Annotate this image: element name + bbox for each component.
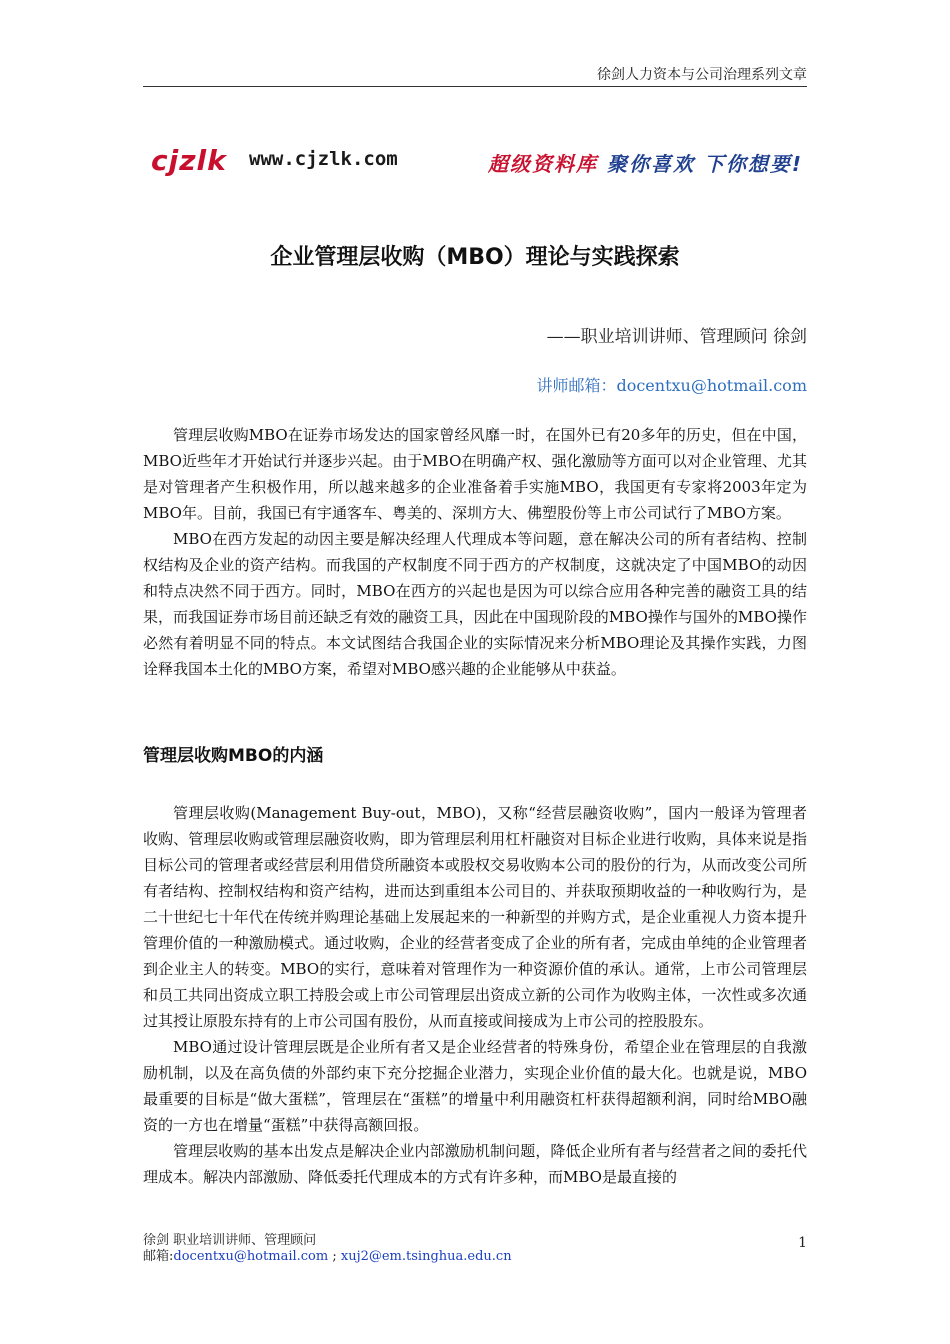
header-divider bbox=[143, 86, 807, 87]
banner-logo: cjzlk bbox=[151, 144, 227, 177]
site-banner[interactable] bbox=[143, 142, 807, 178]
page-footer bbox=[143, 1233, 512, 1265]
series-title: 徐剑人力资本与公司治理系列文章 bbox=[597, 67, 807, 83]
footer-author: 徐剑 职业培训讲师、管理顾问 bbox=[143, 1233, 317, 1248]
banner-slogan-part2: 聚你喜欢 下你想要! bbox=[606, 152, 804, 176]
page-number: 1 bbox=[798, 1235, 807, 1251]
section-paragraph-3: 管理层收购的基本出发点是解决企业内部激励机制问题，降低企业所有者与经营者之间的委托代理成本。解决内部激励、降低委托代理成本的方式有许多种，而MBO是最直接的 bbox=[143, 1142, 807, 1186]
mbo-definition-section bbox=[143, 800, 807, 1190]
banner-slogan-part1: 超级资料库 bbox=[488, 152, 598, 176]
intro-section bbox=[143, 422, 807, 682]
section-paragraph-1: 管理层收购(Management Buy-out，MBO)，又称“经营层融资收购”，国内一般译为管理者收购、管理层收购或管理层融资收购，即为管理层利用杠杆融资对目标企业进行收购，具体来说是指目标公司的管理者或经营层利用借贷所融资本或股权交易收购本公司的股份的行为，从而改变公司所有者结构、控制权结构和资产结构，进而达到重组本公司目的、并获取预期收益的一种收购行为，是二十世纪七十年代在传统并购理论基础上发展起来的一种新型的并购方式，是企业重视人力资本提升管理价值的一种激励模式。通过收购，企业的经营者变成了企业的所有者，完成由单纯的企业管理者到企业主人的转变。MBO的实行，意味着对管理作为一种资源价值的承认。通常，上市公司管理层和员工共同出资成立职工持股会或上市公司管理层出资成立新的公司作为收购主体，一次性或多次通过其授让原股东持有的上市公司国有股份，从而直接或间接成为上市公司的控股股东。 bbox=[143, 804, 807, 1030]
footer-email-2[interactable]: xuj2@em.tsinghua.edu.cn bbox=[340, 1249, 512, 1264]
section-paragraph-2: MBO通过设计管理层既是企业所有者又是企业经营者的特殊身份，希望企业在管理层的自我激励机制，以及在高负债的外部约束下充分挖掘企业潜力，实现企业价值的最大化。也就是说，MBO最重要的目标是“做大蛋糕”，管理层在“蛋糕”的增量中利用融资杠杆获得超额利润，同时给MBO融资的一方也在增量“蛋糕”中获得高额回报。 bbox=[143, 1038, 807, 1134]
intro-paragraph-2: MBO在西方发起的动因主要是解决经理人代理成本等问题，意在解决公司的所有者结构、控制权结构及企业的资产结构。而我国的产权制度不同于西方的产权制度，这就决定了中国MBO的动因和特点决然不同于西方。同时，MBO在西方的兴起也是因为可以综合应用各种完善的融资工具的结果，而我国证券市场目前还缺乏有效的融资工具，因此在中国现阶段的MBO操作与国外的MBO操作必然有着明显不同的特点。本文试图结合我国企业的实际情况来分析MBO理论及其操作实践，力图诠释我国本土化的MBO方案，希望对MBO感兴趣的企业能够从中获益。 bbox=[143, 530, 807, 678]
footer-separator: ; bbox=[328, 1249, 341, 1264]
intro-paragraph-1: 管理层收购MBO在证券市场发达的国家曾经风靡一时，在国外已有20多年的历史，但在中国，MBO近些年才开始试行并逐步兴起。由于MBO在明确产权、强化激励等方面可以对企业管理、尤其是对管理者产生积极作用，所以越来越多的企业准备着手实施MBO，我国更有专家将2003年定为MBO年。目前，我国已有宇通客车、粤美的、深圳方大、佛塑股份等上市公司试行了MBO方案。 bbox=[143, 426, 807, 522]
banner-slogan bbox=[488, 148, 803, 177]
author-byline: ——职业培训讲师、管理顾问 徐剑 bbox=[546, 327, 807, 347]
section-heading: 管理层收购MBO的内涵 bbox=[143, 746, 324, 766]
document-title: 企业管理层收购（MBO）理论与实践探索 bbox=[270, 245, 680, 270]
footer-emails bbox=[143, 1249, 512, 1265]
footer-email-1[interactable]: docentxu@hotmail.com bbox=[173, 1249, 329, 1264]
author-email[interactable]: 讲师邮箱：docentxu@hotmail.com bbox=[536, 376, 807, 395]
banner-url: www.cjzlk.com bbox=[249, 148, 398, 170]
footer-email-label: 邮箱: bbox=[143, 1249, 174, 1264]
